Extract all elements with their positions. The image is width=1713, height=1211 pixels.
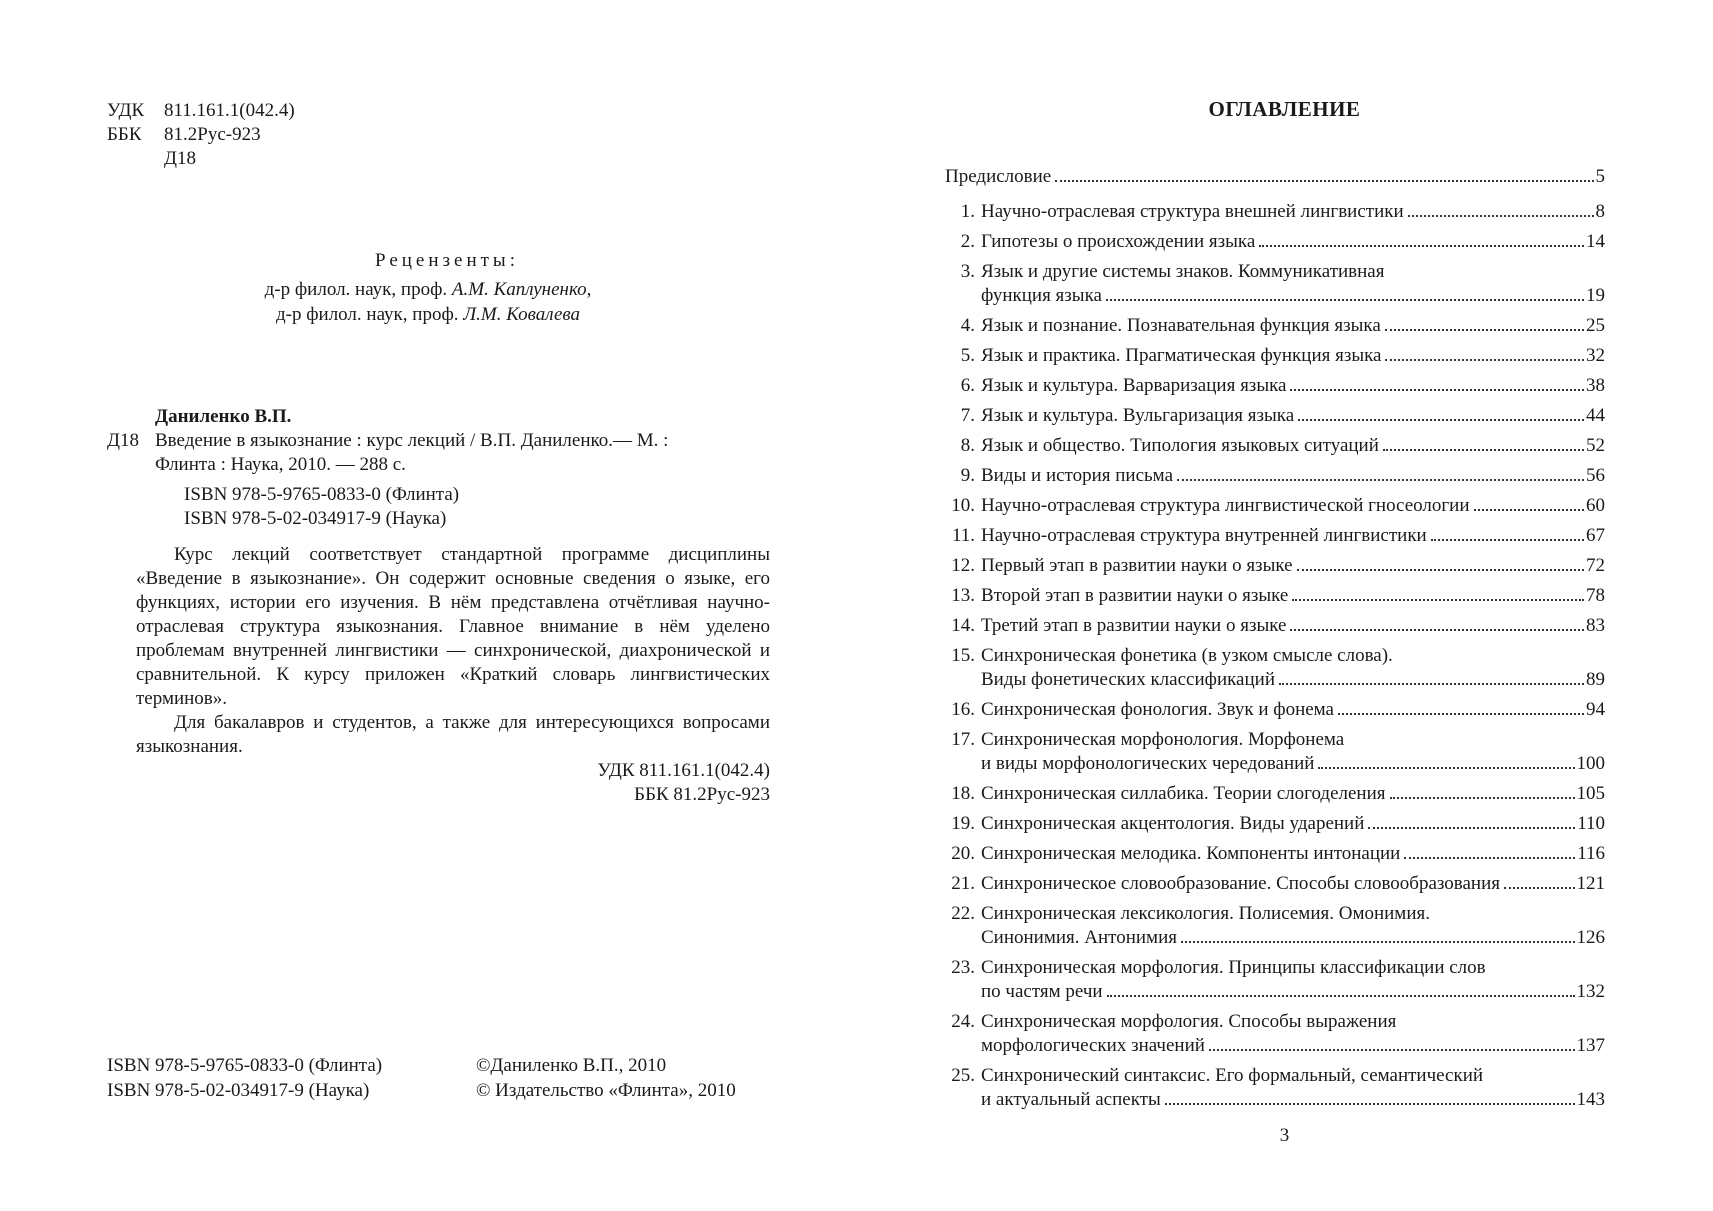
bbk-line: ББК 81.2Рус-923 [107, 124, 261, 145]
leader-dots [1107, 995, 1575, 997]
toc-page-number: 19 [1586, 285, 1605, 306]
toc-entry-title-line: Язык и общество. Типология языковых ситуаций [981, 435, 1379, 456]
card-author: Даниленко В.П. [155, 406, 292, 427]
toc-entry-title-line: Синхроническая фонология. Звук и фонема [981, 699, 1334, 720]
leader-dots [1504, 887, 1574, 889]
toc-entry[interactable] [945, 554, 1605, 578]
toc-entry[interactable] [945, 584, 1605, 608]
toc-entry-number: 10. [951, 495, 975, 516]
toc-entry-number: 22. [951, 903, 975, 924]
annotation-paragraph-2: Для бакалавров и студентов, а также для интересующихся вопросами языкознания. [136, 712, 770, 757]
toc-entry-number: 6. [960, 375, 975, 396]
leader-dots [1383, 449, 1584, 451]
toc-page-number: 78 [1586, 585, 1605, 606]
toc-entry[interactable] [945, 902, 1605, 950]
toc-entry[interactable] [945, 842, 1605, 866]
leader-dots [1177, 479, 1584, 481]
toc-entry-number: 13. [951, 585, 975, 606]
leader-dots [1408, 215, 1594, 217]
leader-dots [1385, 359, 1584, 361]
toc-page-number: 5 [1595, 166, 1605, 187]
toc-entry-number: 12. [951, 555, 975, 576]
toc-page-number: 143 [1576, 1089, 1605, 1110]
toc-entry[interactable] [945, 434, 1605, 458]
toc-entry[interactable] [945, 260, 1605, 308]
toc-entry-number: 15. [951, 645, 975, 666]
leader-dots [1292, 599, 1584, 601]
toc-page-number: 60 [1586, 495, 1605, 516]
toc-entry-number: 17. [951, 729, 975, 750]
toc-entry-title-line: Синхроническое словообразование. Способы словообразования [981, 873, 1501, 894]
toc-entry-title-line: Язык и практика. Прагматическая функция языка [981, 345, 1382, 366]
toc-entry-title-line: и актуальный аспекты [981, 1089, 1161, 1110]
toc-entry-title-line: Синхроническая лексикология. Полисемия. Омонимия. [981, 903, 1430, 924]
toc-entry-number: 16. [951, 699, 975, 720]
toc-entry[interactable] [945, 956, 1605, 1004]
toc-entry-number: 7. [960, 405, 975, 426]
card-isbn-2: ISBN 978-5-02-034917-9 (Наука) [184, 508, 447, 529]
leader-dots [1368, 827, 1575, 829]
toc-entry-number: 25. [951, 1065, 975, 1086]
reviewer-2: д-р филол. наук, проф. Л.М. Ковалева [275, 304, 581, 325]
card-title [155, 429, 770, 477]
reviewers-block [0, 248, 856, 327]
leader-dots [1298, 419, 1584, 421]
toc-page-number: 8 [1595, 201, 1605, 222]
toc-entry[interactable] [945, 314, 1605, 338]
leader-dots [1181, 941, 1575, 943]
toc-entry-title-line: Виды и история письма [981, 465, 1174, 486]
annotation-paragraph-1: Курс лекций соответствует стандартной программе дисциплины «Введение в языкознание». Он содержит основные сведения о языке, его функциях, истории его изучения. В нём представлена отчётливая научно-отраслевая структура языкознания. Главное внимание в нём уделено проблемам внутренней лингвистики — синхронической, диахронической и сравнительной. К курсу приложен «Краткий словарь лингвистических терминов». [136, 544, 770, 709]
toc-title: ОГЛАВЛЕНИЕ [1208, 97, 1361, 121]
toc-page-number: 100 [1576, 753, 1605, 774]
footer-isbn [107, 1053, 382, 1103]
leader-dots [1055, 180, 1593, 182]
toc-entry-title-line: Третий этап в развитии науки о языке [981, 615, 1287, 636]
annotation-bbk: ББК 81.2Рус-923 [634, 784, 770, 805]
toc-page-number: 110 [1577, 813, 1605, 834]
toc-entry[interactable] [945, 782, 1605, 806]
toc-entry-title-line: Второй этап в развитии науки о языке [981, 585, 1289, 606]
toc-entry-title-line: Научно-отраслевая структура внешней лингвистики [981, 201, 1404, 222]
card-title-line1: Введение в языкознание : курс лекций / В.П. Даниленко.— М. : [155, 430, 669, 451]
footer-copyright [476, 1053, 736, 1103]
toc-entry[interactable] [945, 494, 1605, 518]
toc-entry[interactable] [945, 464, 1605, 488]
leader-dots [1338, 713, 1584, 715]
toc-entry-number: 3. [960, 261, 975, 282]
toc-entry-title-line: Язык и другие системы знаков. Коммуникативная [981, 261, 1385, 282]
right-page [856, 0, 1713, 1211]
copyright-author: ©Даниленко В.П., 2010 [476, 1055, 667, 1076]
toc-entry-number: 14. [951, 615, 975, 636]
toc-entry-title-line: Научно-отраслевая структура внутренней лингвистики [981, 525, 1427, 546]
toc-entry-title-line: и виды морфонологических чередований [981, 753, 1315, 774]
toc-entry[interactable] [945, 374, 1605, 398]
toc-entry-title-line: Синхроническая морфология. Принципы классификации слов [981, 957, 1486, 978]
leader-dots [1290, 389, 1584, 391]
leader-dots [1106, 299, 1584, 301]
toc-entry-number: 5. [960, 345, 975, 366]
toc-entry-number: 1. [960, 201, 975, 222]
leader-dots [1209, 1049, 1575, 1051]
toc-entry-number: 24. [951, 1011, 975, 1032]
toc-page-number: 38 [1586, 375, 1605, 396]
toc-entry-number: 18. [951, 783, 975, 804]
toc-page-number: 116 [1577, 843, 1605, 864]
reviewer-1: д-р филол. наук, проф. А.М. Каплуненко, [264, 279, 592, 300]
leader-dots [1297, 569, 1584, 571]
toc-entry-title-line: Синхроническая акцентология. Виды ударений [981, 813, 1365, 834]
leader-dots [1431, 539, 1584, 541]
toc-entry[interactable] [945, 404, 1605, 428]
toc-page-number: 121 [1576, 873, 1605, 894]
leader-dots [1474, 509, 1584, 511]
toc-entry-title-line: Синонимия. Антонимия [981, 927, 1177, 948]
annotation [136, 543, 770, 759]
toc-entry[interactable] [945, 1064, 1605, 1112]
toc-page-number: 72 [1586, 555, 1605, 576]
toc-entry-title-line: Виды фонетических классификаций [981, 669, 1275, 690]
leader-dots [1279, 683, 1584, 685]
table-of-contents [945, 165, 1605, 1118]
toc-entry[interactable] [945, 1010, 1605, 1058]
toc-entry[interactable] [945, 230, 1605, 254]
toc-entry-number: 9. [960, 465, 975, 486]
annotation-udk: УДК 811.161.1(042.4) [597, 760, 770, 781]
toc-page-number: 52 [1586, 435, 1605, 456]
toc-page-number: 67 [1586, 525, 1605, 546]
leader-dots [1404, 857, 1575, 859]
toc-page-number: 56 [1586, 465, 1605, 486]
toc-entry-title-line: функция языка [981, 285, 1102, 306]
toc-entry[interactable] [945, 698, 1605, 722]
toc-page-number: 126 [1576, 927, 1605, 948]
toc-entry-title-line: Синхроническая фонетика (в узком смысле слова). [981, 645, 1393, 666]
toc-page-number: 132 [1576, 981, 1605, 1002]
left-page [0, 0, 856, 1211]
toc-entry-preface[interactable] [945, 165, 1605, 189]
toc-page-number: 44 [1586, 405, 1605, 426]
toc-entry-title-line: Синхроническая морфонология. Морфонема [981, 729, 1345, 750]
toc-entry-number: 23. [951, 957, 975, 978]
toc-entry-number: 8. [960, 435, 975, 456]
leader-dots [1385, 329, 1584, 331]
toc-entry-title-line: Синхроническая силлабика. Теории слогоделения [981, 783, 1386, 804]
toc-entry[interactable] [945, 872, 1605, 896]
card-title-line2: Флинта : Наука, 2010. — 288 с. [155, 454, 406, 475]
toc-entry-title-line: по частям речи [981, 981, 1103, 1002]
toc-entry-number: 11. [951, 525, 975, 546]
toc-entry-title-line: Синхроническая морфология. Способы выражения [981, 1011, 1397, 1032]
annotation-classification [597, 759, 770, 807]
toc-entry[interactable] [945, 728, 1605, 776]
toc-entry[interactable] [945, 812, 1605, 836]
card-isbn [184, 483, 459, 531]
toc-page-number: 32 [1586, 345, 1605, 366]
page-number: 3 [1279, 1125, 1290, 1146]
udk-line: УДК 811.161.1(042.4) [107, 100, 295, 121]
footer-isbn-2: ISBN 978-5-02-034917-9 (Наука) [107, 1080, 370, 1101]
toc-entry[interactable] [945, 614, 1605, 638]
toc-entry-number: 2. [960, 231, 975, 252]
leader-dots [1390, 797, 1575, 799]
toc-entry-title-line: Язык и познание. Познавательная функция языка [981, 315, 1381, 336]
toc-page-number: 137 [1576, 1035, 1605, 1056]
toc-page-number: 25 [1586, 315, 1605, 336]
toc-entry[interactable] [945, 524, 1605, 548]
toc-entry-number: 21. [951, 873, 975, 894]
toc-page-number: 83 [1586, 615, 1605, 636]
toc-entry-title: Предисловие [945, 166, 1052, 187]
toc-entry-title-line: Синхроническая мелодика. Компоненты интонации [981, 843, 1401, 864]
toc-page-number: 94 [1586, 699, 1605, 720]
toc-entry-title-line: Язык и культура. Варваризация языка [981, 375, 1287, 396]
toc-entry-number: 4. [960, 315, 975, 336]
toc-entry[interactable] [945, 644, 1605, 692]
footer-isbn-1: ISBN 978-5-9765-0833-0 (Флинта) [107, 1055, 383, 1076]
card-isbn-1: ISBN 978-5-9765-0833-0 (Флинта) [184, 484, 460, 505]
card-code: Д18 [107, 430, 139, 451]
toc-page-number: 105 [1576, 783, 1605, 804]
leader-dots [1165, 1103, 1575, 1105]
leader-dots [1318, 767, 1574, 769]
toc-entries [945, 200, 1605, 1112]
toc-entry-title-line: Синхронический синтаксис. Его формальный, семантический [981, 1065, 1484, 1086]
toc-page-number: 89 [1586, 669, 1605, 690]
reviewers-heading: Рецензенты: [375, 250, 519, 271]
toc-entry[interactable] [945, 200, 1605, 224]
toc-entry-title-line: Научно-отраслевая структура лингвистической гносеологии [981, 495, 1470, 516]
author-sign-line: Д18 [164, 148, 196, 169]
toc-entry-title-line: Язык и культура. Вульгаризация языка [981, 405, 1295, 426]
toc-entry-number: 19. [951, 813, 975, 834]
toc-entry[interactable] [945, 344, 1605, 368]
toc-page-number: 14 [1586, 231, 1605, 252]
toc-entry-title-line: Гипотезы о происхождении языка [981, 231, 1256, 252]
toc-entry-title-line: морфологических значений [981, 1035, 1205, 1056]
leader-dots [1290, 629, 1584, 631]
toc-entry-title-line: Первый этап в развитии науки о языке [981, 555, 1293, 576]
leader-dots [1259, 245, 1584, 247]
toc-entry-number: 20. [951, 843, 975, 864]
copyright-publisher: © Издательство «Флинта», 2010 [476, 1080, 736, 1101]
